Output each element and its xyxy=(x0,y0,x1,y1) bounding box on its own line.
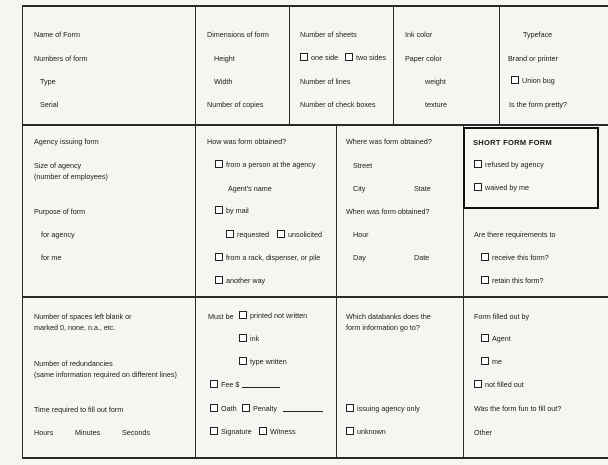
printed-not-written-label: printed not written xyxy=(250,311,308,320)
issuing-agency-only-label: issuing agency only xyxy=(357,404,420,413)
label-state: State xyxy=(414,184,431,193)
oath-checkbox[interactable] xyxy=(210,404,218,412)
waived-by-me-option[interactable] xyxy=(474,183,529,192)
label-serial: Serial xyxy=(40,100,59,109)
label-agency-issuing: Agency issuing form xyxy=(34,137,99,146)
label-number-of-copies: Number of copies xyxy=(207,100,264,109)
label-size-of-agency: Size of agency xyxy=(34,161,82,170)
waived-by-me-label: waived by me xyxy=(485,183,529,192)
from-person-label: from a person at the agency xyxy=(226,160,316,169)
rule-col1-b xyxy=(289,5,290,125)
label-where-obtained: Where was form obtained? xyxy=(346,137,432,146)
label-dimensions: Dimensions of form xyxy=(207,30,269,39)
refused-by-agency-label: refused by agency xyxy=(485,160,544,169)
me-option[interactable] xyxy=(481,357,502,366)
retain-form-label: retain this form? xyxy=(492,276,544,285)
label-width: Width xyxy=(214,77,233,86)
rule-section-2-3 xyxy=(22,296,608,298)
ink-checkbox[interactable] xyxy=(239,334,247,342)
label-day: Day xyxy=(353,253,366,262)
label-minutes: Minutes xyxy=(75,428,101,437)
another-way-checkbox[interactable] xyxy=(215,276,223,284)
another-way-label: another way xyxy=(226,276,266,285)
rule-col1-d xyxy=(499,5,500,125)
penalty-label: Penalty xyxy=(253,404,277,413)
by-mail-label: by mail xyxy=(226,206,249,215)
label-for-agency: for agency xyxy=(41,230,75,239)
issuing-agency-only-checkbox[interactable] xyxy=(346,404,354,412)
agent-checkbox[interactable] xyxy=(481,334,489,342)
rule-col2-a xyxy=(195,124,196,458)
label-other: Other xyxy=(474,428,492,437)
requested-option[interactable] xyxy=(226,230,269,239)
rule-bottom xyxy=(22,457,608,459)
rule-left xyxy=(22,5,23,458)
type-written-option[interactable] xyxy=(239,357,287,366)
unsolicited-label: unsolicited xyxy=(288,230,322,239)
another-way-option[interactable] xyxy=(215,276,265,285)
retain-form-checkbox[interactable] xyxy=(481,276,489,284)
label-texture: texture xyxy=(425,100,447,109)
me-label: me xyxy=(492,357,502,366)
label-is-pretty: Is the form pretty? xyxy=(509,100,567,109)
unsolicited-checkbox[interactable] xyxy=(277,230,285,238)
label-marked: marked 0, none, n.a., etc. xyxy=(34,323,116,332)
one-side-option[interactable] xyxy=(300,53,338,62)
label-numbers-of-form: Numbers of form xyxy=(34,54,88,63)
witness-checkbox[interactable] xyxy=(259,427,267,435)
type-written-label: type written xyxy=(250,357,287,366)
signature-checkbox[interactable] xyxy=(210,427,218,435)
union-bug-option[interactable] xyxy=(511,76,555,85)
label-hour: Hour xyxy=(353,230,369,239)
fee-option[interactable] xyxy=(210,380,280,389)
label-number-of-lines: Number of lines xyxy=(300,77,351,86)
ink-label: ink xyxy=(250,334,260,343)
unsolicited-option[interactable] xyxy=(277,230,322,239)
receive-form-option[interactable] xyxy=(481,253,549,262)
oath-label: Oath xyxy=(221,404,237,413)
label-weight: weight xyxy=(425,77,446,86)
rule-section-1-2 xyxy=(22,124,608,126)
short-form-title: SHORT FORM FORM xyxy=(473,138,553,147)
oath-option[interactable] xyxy=(210,404,237,413)
label-number-of-check-boxes: Number of check boxes xyxy=(300,100,376,109)
two-sides-option[interactable] xyxy=(345,53,386,62)
fee-label: Fee $ xyxy=(221,380,240,389)
not-filled-out-checkbox[interactable] xyxy=(474,380,482,388)
label-num-employees: (number of employees) xyxy=(34,172,108,181)
witness-label: Witness xyxy=(270,427,296,436)
agent-option[interactable] xyxy=(481,334,511,343)
label-redundancies: Number of redundancies xyxy=(34,359,113,368)
fee-amount-blank[interactable] xyxy=(242,380,280,388)
signature-label: Signature xyxy=(221,427,252,436)
label-was-fun: Was the form fun to fill out? xyxy=(474,404,562,413)
rule-top xyxy=(22,5,608,7)
from-person-option[interactable] xyxy=(215,160,316,169)
union-bug-label: Union bug xyxy=(522,76,555,85)
label-form-info: form information go to? xyxy=(346,323,420,332)
from-person-checkbox[interactable] xyxy=(215,160,223,168)
fee-checkbox[interactable] xyxy=(210,380,218,388)
unknown-label: unknown xyxy=(357,427,386,436)
label-how-obtained: How was form obtained? xyxy=(207,137,287,146)
label-name-of-form: Name of Form xyxy=(34,30,80,39)
agent-label: Agent xyxy=(492,334,511,343)
by-mail-option[interactable] xyxy=(215,206,249,215)
witness-option[interactable] xyxy=(259,427,296,436)
me-checkbox[interactable] xyxy=(481,357,489,365)
label-hours: Hours xyxy=(34,428,54,437)
label-typeface: Typeface xyxy=(523,30,553,39)
printed-not-written-checkbox[interactable] xyxy=(239,311,247,319)
refused-by-agency-checkbox[interactable] xyxy=(474,160,482,168)
label-date: Date xyxy=(414,253,430,262)
from-rack-option[interactable] xyxy=(215,253,320,262)
penalty-checkbox[interactable] xyxy=(242,404,250,412)
by-mail-checkbox[interactable] xyxy=(215,206,223,214)
penalty-option[interactable] xyxy=(242,404,323,413)
label-spaces-left-blank: Number of spaces left blank or xyxy=(34,312,132,321)
label-ink-color: Ink color xyxy=(405,30,433,39)
label-purpose: Purpose of form xyxy=(34,207,86,216)
label-databanks: Which databanks does the xyxy=(346,312,431,321)
from-rack-checkbox[interactable] xyxy=(215,253,223,261)
label-number-of-sheets: Number of sheets xyxy=(300,30,357,39)
union-bug-checkbox[interactable] xyxy=(511,76,519,84)
type-written-checkbox[interactable] xyxy=(239,357,247,365)
waived-by-me-checkbox[interactable] xyxy=(474,183,482,191)
label-paper-color: Paper color xyxy=(405,54,442,63)
label-city: City xyxy=(353,184,366,193)
rule-col2-b xyxy=(336,124,337,458)
printed-not-written-option[interactable] xyxy=(239,311,307,320)
requested-label: requested xyxy=(237,230,269,239)
one-side-label: one side xyxy=(311,53,339,62)
label-must-be: Must be xyxy=(208,312,234,321)
one-side-checkbox[interactable] xyxy=(300,53,308,61)
label-requirements: Are there requirements to xyxy=(474,230,556,239)
retain-form-option[interactable] xyxy=(481,276,544,285)
label-height: Height xyxy=(214,54,235,63)
rule-col1-a xyxy=(195,5,196,125)
from-rack-label: from a rack, dispenser, or pile xyxy=(226,253,321,262)
rule-col1-c xyxy=(393,5,394,125)
refused-by-agency-option[interactable] xyxy=(474,160,544,169)
receive-form-label: receive this form? xyxy=(492,253,549,262)
label-when-obtained: When was form obtained? xyxy=(346,207,430,216)
label-for-me: for me xyxy=(41,253,62,262)
ink-option[interactable] xyxy=(239,334,259,343)
label-agents-name: Agent's name xyxy=(228,184,272,193)
label-same-info: (same information required on different lines) xyxy=(34,370,177,379)
label-street: Street xyxy=(353,161,373,170)
issuing-agency-only-option[interactable] xyxy=(346,404,420,413)
label-type: Type xyxy=(40,77,56,86)
label-time-required: Time required to fill out form xyxy=(34,405,124,414)
receive-form-checkbox[interactable] xyxy=(481,253,489,261)
requested-checkbox[interactable] xyxy=(226,230,234,238)
unknown-checkbox[interactable] xyxy=(346,427,354,435)
two-sides-label: two sides xyxy=(356,53,386,62)
two-sides-checkbox[interactable] xyxy=(345,53,353,61)
not-filled-out-label: not filled out xyxy=(485,380,524,389)
unknown-option[interactable] xyxy=(346,427,386,436)
signature-option[interactable] xyxy=(210,427,252,436)
not-filled-out-option[interactable] xyxy=(474,380,524,389)
label-seconds: Seconds xyxy=(122,428,150,437)
label-brand-or-printer: Brand or printer xyxy=(508,54,558,63)
label-filled-out-by: Form filled out by xyxy=(474,312,530,321)
penalty-blank[interactable] xyxy=(283,404,323,412)
